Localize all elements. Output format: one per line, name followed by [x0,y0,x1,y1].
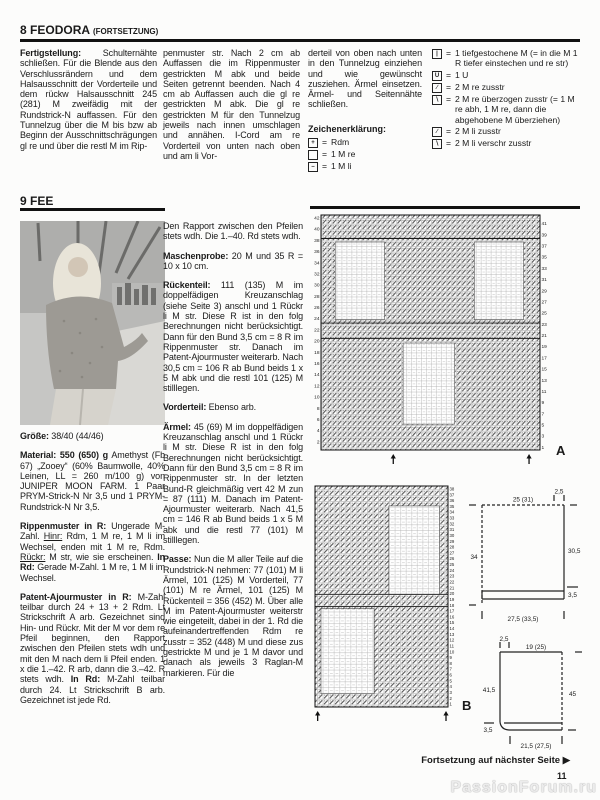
svg-text:37: 37 [449,492,455,498]
stitch-symbol-icon: ∖ [432,95,442,105]
svg-text:33: 33 [449,515,455,521]
measure-bottom-width: 27,5 (33,5) [507,616,539,623]
svg-text:5: 5 [449,678,452,684]
measure-bottom-width: 21,5 (27,5) [520,743,552,750]
svg-text:18: 18 [314,350,320,356]
svg-text:5: 5 [541,423,545,429]
svg-text:16: 16 [449,614,455,620]
svg-text:15: 15 [541,367,547,373]
legend-title: Zeichenerklärung: [308,123,387,134]
svg-text:23: 23 [449,573,455,579]
paragraph: Maschenprobe: 20 M und 35 R = 10 x 10 cm. [163,250,303,271]
measure-top-width: 25 (31) [512,496,534,504]
svg-text:21: 21 [449,585,455,591]
paragraph: Den Rapport zwischen den Pfeilen stets wdh. Die 1.–40. Rd stets wdh. [163,221,303,242]
legend-item: ∕ = 2 M li zusstr [432,126,580,137]
stitch-symbol-icon [308,150,318,160]
photo-illustration [20,221,165,425]
svg-text:24: 24 [314,317,320,323]
svg-text:35: 35 [541,255,547,261]
section-suffix: (FORTSETZUNG) [92,27,159,36]
svg-text:30: 30 [314,283,320,289]
measure-cuff: 3,5 [483,727,493,734]
svg-text:17: 17 [541,356,547,362]
legend-item: ∖ = 2 M re überzogen zusstr (= 1 M re abh, 1 M re, dann die abgehobene M überziehen) [432,94,580,125]
svg-text:37: 37 [541,244,547,250]
svg-text:30: 30 [449,532,455,538]
legend-item: = 1 M re [308,149,422,160]
svg-text:42: 42 [314,216,320,222]
paragraph: Rückenteil: 111 (135) M im doppelfädigen Kreuzanschlag (siehe Seite 3) anschl und 1 Rückr li M str. Diese R ist in den folg Berechnungen nicht berücksichtigt. Dann für den Bund 3,5 cm = 8 R im Rippenmuster str. Danach im Patent-Ajourmuster weiterarb. Nach 30,5 cm = 106 R ab Bund beids 1 x 5 M abk und die restl 101 (125) M stilllegen. [163,280,303,394]
legend-text: 2 M re überzogen zusstr (= 1 M re abh, 1 M re, dann die abgehobene M überziehen) [455,93,575,125]
svg-text:29: 29 [541,289,547,295]
watermark: PassionForum.ru [450,779,597,796]
svg-text:9: 9 [449,655,452,661]
svg-text:6: 6 [449,672,452,678]
svg-text:26: 26 [449,556,455,562]
svg-text:12: 12 [449,637,455,643]
svg-text:4: 4 [449,684,452,690]
svg-text:10: 10 [314,395,320,401]
chart-b-label: B [462,698,472,713]
legend-text: 2 M re zusstr [455,81,505,92]
legend-right [432,48,580,150]
svg-text:29: 29 [449,538,455,544]
paragraph: Rippenmuster in R: Ungerade M-Zahl. Hinr: Rdm, 1 M re, 1 M li im Wechsel, enden mit 1 M re, Rdm. Rückr: M str, wie sie erscheinen. In Rd: Gerade M-Zahl. 1 M re, 1 M li im Wechsel. [20,521,165,583]
svg-text:2: 2 [316,440,320,446]
chart-a-label: A [556,443,566,458]
fee-column-2 [163,221,303,687]
stitch-symbol-icon: ∖ [432,139,442,149]
svg-text:25: 25 [541,311,547,317]
svg-text:31: 31 [449,527,455,533]
svg-text:1: 1 [541,445,545,451]
svg-text:36: 36 [314,250,320,256]
svg-text:15: 15 [449,620,455,626]
legend-text: 2 M li zusstr [455,126,501,137]
svg-text:9: 9 [541,401,545,407]
photo-face [68,257,88,277]
stitch-symbol-icon: + [308,138,318,148]
section-header-feodora [20,23,158,37]
svg-text:16: 16 [314,362,320,368]
paragraph: Material: 550 (650) g Amethyst (Fb 67) „Zooey“ (60% Baumwolle, 40% Leinen, LL = 260 m/100 g) von JUNIPER MOON FARM. 1 Paar PRYM-Strick-N Nr 3,5 und 1 PRYM-Rundstrick-N Nr 3,5. [20,450,166,512]
svg-text:14: 14 [314,373,320,379]
fee-header-rule [20,208,165,211]
legend-item: | = 1 tiefgestochene M (= in die M 1 R tiefer einstechen und re str) [432,48,580,69]
paragraph: Passe: Nun die M aller Teile auf die Rundstrick-N nehmen: 77 (101) M li Ärmel, 101 (125) M Vorderteil, 77 (101) M re Ärmel, 101 (125) M Rückenteil = 356 (452) M. Über alle M im Patent-Ajourmuster weiterstr wie eingeteilt, dabei in der 1. Rd die aufeinandertreffenden Rdm re zusstr = 352 (448) M und diese zus gestrickte M und je 1 M davor und danach als jeweils 3 Raglan-M markieren. Für die [163,554,303,678]
knitting-chart-a [312,213,552,465]
paragraph: Ärmel: 45 (69) M im doppelfädigen Kreuzanschlag anschl und 1 Rückr li M str. Diese R ist in den folg Berechnungen nicht berücksichtigt. Dann für den Bund 3,5 cm = 8 R im Rippenmuster str. In der letzten Bund-R gleichmäßig vert 42 M zun = 87 (111) M. Danach im Patent-Ajourmuster weiterarb. Nach 41,5 cm = 146 R ab Bund beids 1 x 5 M abk und die restl 77 (101) M stilllegen. [163,421,303,546]
schematic-body [466,487,592,638]
measure-right-height: 30,5 [568,548,581,555]
measure-neck: 2,5 [554,488,564,496]
stitch-symbol-icon: | [432,49,442,59]
svg-text:17: 17 [449,608,455,614]
section-number: 8 [20,23,27,37]
feodora-column-1 [20,48,157,160]
page-number: 11 [557,771,567,781]
legend-text: 1 U [455,69,469,80]
measure-rib: 3,5 [568,592,577,599]
svg-text:13: 13 [449,631,455,637]
svg-text:22: 22 [449,579,455,585]
right-column-rule [310,206,580,209]
section-title: FEE [30,194,54,208]
legend-item: – = 1 M li [308,161,422,172]
stitch-symbol-icon: U [432,71,442,81]
svg-text:36: 36 [449,498,455,504]
svg-text:32: 32 [314,272,320,278]
svg-text:27: 27 [541,300,547,306]
svg-text:28: 28 [314,294,320,300]
section-number: 9 [20,194,27,208]
svg-text:4: 4 [316,429,320,435]
svg-text:2: 2 [449,695,452,701]
paragraph: Vorderteil: Ebenso arb. [163,402,257,413]
svg-text:26: 26 [314,306,320,312]
legend-left [308,137,422,172]
knitting-chart-b [312,484,460,722]
stitch-symbol-icon: ∕ [432,127,442,137]
section-header-fee [20,194,53,208]
svg-text:1: 1 [449,701,452,707]
schematic-sleeve [476,636,598,761]
svg-text:23: 23 [541,322,547,328]
section-title: FEODORA [30,23,90,37]
paragraph: Patent-Ajourmuster in R: M-Zahl teilbar durch 24 + 13 + 2 Rdm. Lt Strickschrift A arb. Gezeichnet sind Hin- und Rückr. Mit der M vor dem re Pfeil beginnen, den Rapport zwischen den Pfeilen stets wdh und mit den M nach dem li Pfeil enden. 1 x die 1.–42. R arb, dann die 3.–42. R stets wdh. In Rd: M-Zahl teilbar durch 24. Lt Strickschrift B arb. Gezeichnet ist jede Rd. [20,591,165,705]
svg-text:33: 33 [541,266,547,272]
legend-text: 1 M li [331,160,352,171]
svg-text:20: 20 [314,339,320,345]
svg-text:3: 3 [541,434,545,440]
paragraph: penmuster str. Nach 2 cm ab Auffassen die im Rippenmuster gestrickten M abk und beide Seiten getrennt beenden. Nach 4 cm ab Auffassen auch die gl re gestrickten M abk. Die gl re gestrickten M für den Tunnelzug jeweils nach innen umschlagen und annähen. I-Cord am re Vorderteil von unten nach oben und am li Vor- [163,48,300,161]
legend-text: 2 M li verschr zusstr [455,138,532,149]
measure-top-width: 19 (25) [525,644,547,651]
svg-text:19: 19 [541,345,547,351]
svg-text:3: 3 [449,690,452,696]
legend-item: + = Rdm [308,137,422,148]
svg-text:35: 35 [449,503,455,509]
svg-text:24: 24 [449,567,455,573]
svg-text:11: 11 [541,389,547,395]
svg-text:27: 27 [449,550,455,556]
header-rule [20,39,580,42]
svg-text:13: 13 [541,378,547,384]
measure-slit: 2,5 [499,636,509,643]
svg-text:22: 22 [314,328,320,334]
svg-text:11: 11 [449,643,454,649]
stitch-symbol-icon: ∕ [432,83,442,93]
legend-item: U = 1 U [432,70,580,81]
paragraph: derteil von oben nach unten in den Tunnelzug einziehen und wie gewünscht zusziehen. Ärmel einsetzen. Ärmel- und Seitennähte schließen. [308,48,422,110]
svg-text:38: 38 [449,486,455,492]
svg-text:8: 8 [316,406,320,412]
legend-item: ∕ = 2 M re zusstr [432,82,580,93]
svg-text:40: 40 [314,227,320,233]
svg-text:34: 34 [449,509,455,515]
svg-text:39: 39 [541,233,547,239]
measure-right-height: 45 [569,691,577,698]
svg-text:25: 25 [449,562,455,568]
feodora-column-3-text [308,48,422,110]
svg-text:21: 21 [541,334,547,340]
svg-text:8: 8 [449,660,452,666]
svg-text:32: 32 [449,521,455,527]
fee-column-1 [20,431,165,714]
svg-text:38: 38 [314,238,320,244]
legend-text: Rdm [331,136,350,147]
paragraph: Fertigstellung: Schulternähte schließen. Für die Blende aus den Verschlussrändern und dem Halsausschnitt der Vorderteile und dem rückw Halsausschnitt 245 (281) M zweifädig mit der Rundstrick-N auffassen. Für den Tunnelzug über die M bis bzw ab Beginn der Ausschnittschrägungen gl re und über die restl M im Rip- [20,48,157,151]
feodora-column-3 [308,48,422,173]
svg-text:6: 6 [316,417,320,423]
svg-text:7: 7 [449,666,452,672]
feodora-column-2 [163,48,300,170]
paragraph: Größe: 38/40 (44/46) [20,431,104,441]
legend-item: ∖ = 2 M li verschr zusstr [432,138,580,149]
continuation-note: Fortsetzung auf nächster Seite ▶ [421,755,570,766]
svg-text:31: 31 [541,278,547,284]
measure-left-height: 34 [470,554,478,561]
measure-left-height: 41,5 [482,687,496,694]
svg-text:34: 34 [314,261,320,267]
svg-text:18: 18 [449,602,455,608]
legend-text: 1 tiefgestochene M (= in die M 1 R tiefer einstechen und re str) [455,48,578,69]
svg-text:12: 12 [314,384,320,390]
svg-text:41: 41 [541,222,547,228]
magazine-photo [20,221,165,425]
svg-text:10: 10 [449,649,455,655]
svg-text:28: 28 [449,544,455,550]
stitch-symbol-icon: – [308,162,318,172]
svg-text:7: 7 [541,412,545,418]
svg-text:19: 19 [449,596,455,602]
legend-text: 1 M re [331,148,356,159]
svg-text:20: 20 [449,591,455,597]
svg-text:14: 14 [449,626,455,632]
